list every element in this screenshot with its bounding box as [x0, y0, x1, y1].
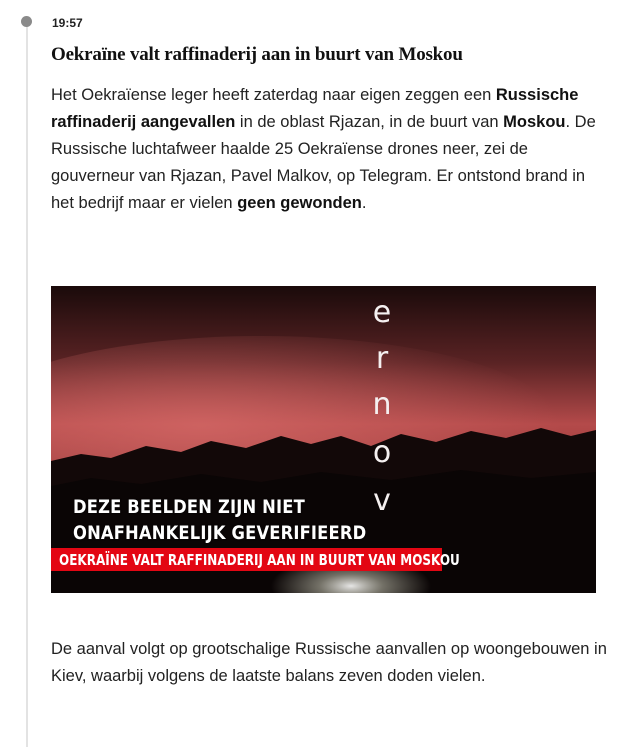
video-frame	[51, 286, 596, 593]
timeline-dot	[21, 16, 32, 27]
overlay-letter: e	[372, 295, 392, 330]
entry-paragraph-2: De aanval volgt op grootschalige Russische aanvallen op woongebouwen in Kiev, waarbij volgens de laatste balans zeven doden vielen.	[51, 640, 607, 685]
video-banner-text: OEKRAÏNE VALT RAFFINADERIJ AAN IN BUURT VAN MOSKOU	[59, 551, 460, 569]
paragraph-text: . De Russische luchtafweer haalde 25 Oekraïense drones neer, zei de gouverneur van Rjazan, Pavel Malkov, op Telegram. Er ontstond brand in het bedrijf maar er vielen	[51, 113, 596, 212]
paragraph-text: in de oblast Rjazan, in de buurt van	[235, 113, 504, 131]
paragraph-text: Het Oekraïense leger heeft zaterdag naar eigen zeggen een	[51, 86, 496, 104]
paragraph-text: .	[361, 194, 367, 212]
overlay-letter: n	[372, 387, 392, 422]
overlay-letter: v	[373, 483, 391, 518]
video-caption-line-2: ONAFHANKELIJK GEVERIFIEERD	[73, 522, 367, 544]
video-banner	[51, 548, 460, 571]
paragraph-bold: Russische raffinaderij aangevallen	[51, 86, 579, 131]
entry-headline: Oekraïne valt raffinaderij aan in buurt van Moskou	[51, 44, 463, 65]
overlay-letter: r	[375, 341, 389, 376]
entry-paragraph-1	[51, 82, 611, 217]
timeline-line	[26, 26, 28, 747]
video-player[interactable]	[51, 286, 596, 593]
video-caption-line-1: DEZE BEELDEN ZIJN NIET	[73, 496, 305, 518]
entry-time: 19:57	[52, 16, 83, 30]
overlay-letter: o	[372, 435, 392, 470]
paragraph-bold: geen gewonden	[237, 194, 362, 212]
paragraph-bold: Moskou	[503, 113, 566, 131]
